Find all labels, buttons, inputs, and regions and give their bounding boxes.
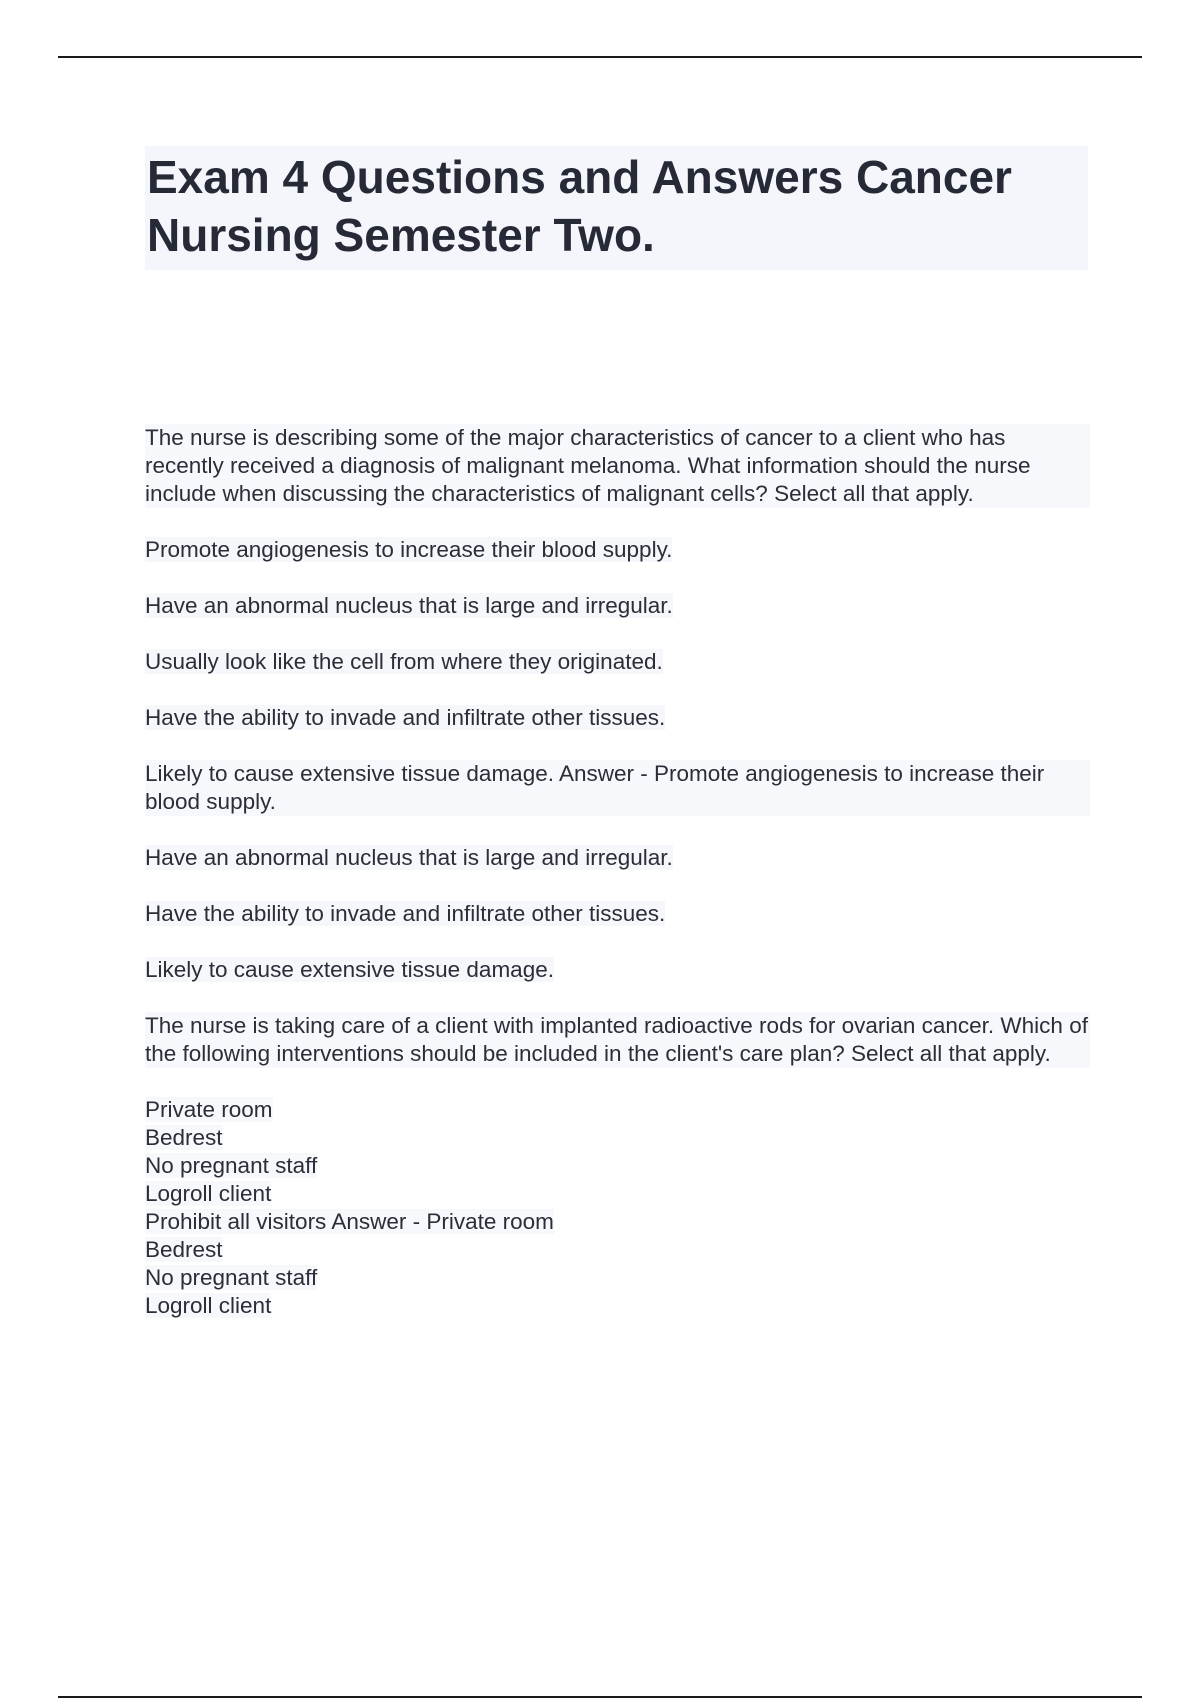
question-1-option-1 <box>145 536 1090 564</box>
top-rule <box>58 56 1142 58</box>
list-item <box>145 1264 1090 1292</box>
list-item-text: No pregnant staff <box>145 1265 318 1290</box>
question-1-answer-2 <box>145 844 1090 872</box>
document-title: Exam 4 Questions and Answers Cancer Nursing Semester Two. <box>147 151 1012 261</box>
list-item-text: Prohibit all visitors Answer - Private room <box>145 1209 554 1234</box>
question-1-option-4 <box>145 704 1090 732</box>
option-text: Promote angiogenesis to increase their blood supply. <box>145 537 673 562</box>
option-text: Have the ability to invade and infiltrate other tissues. <box>145 705 666 730</box>
answer-text: Likely to cause extensive tissue damage. <box>145 957 554 982</box>
list-item-text: Logroll client <box>145 1293 272 1318</box>
option-text: Have an abnormal nucleus that is large and irregular. <box>145 593 673 618</box>
list-item-text: Bedrest <box>145 1237 223 1262</box>
list-item-text: Private room <box>145 1097 273 1122</box>
question-1-answer-3 <box>145 900 1090 928</box>
list-item-text: Bedrest <box>145 1125 223 1150</box>
question-1-option-5-answer: Likely to cause extensive tissue damage. Answer - Promote angiogenesis to increase their blood supply. <box>145 760 1090 816</box>
question-1-text: The nurse is describing some of the major characteristics of cancer to a client who has recently received a diagnosis of malignant melanoma. What information should the nurse include when discussing the characteristics of malignant cells? Select all that apply. <box>145 424 1090 508</box>
list-item <box>145 1152 1090 1180</box>
option-text: Usually look like the cell from where they originated. <box>145 649 663 674</box>
answer-text: Have the ability to invade and infiltrate other tissues. <box>145 901 666 926</box>
list-item <box>145 1208 1090 1236</box>
answer-text: Have an abnormal nucleus that is large and irregular. <box>145 845 673 870</box>
list-item <box>145 1180 1090 1208</box>
list-item-text: No pregnant staff <box>145 1153 318 1178</box>
list-item <box>145 1292 1090 1320</box>
title-block <box>145 146 1088 270</box>
bottom-rule <box>58 1696 1142 1698</box>
list-item-text: Logroll client <box>145 1181 272 1206</box>
list-item <box>145 1096 1090 1124</box>
question-1-answer-4 <box>145 956 1090 984</box>
question-1-option-2 <box>145 592 1090 620</box>
list-item <box>145 1124 1090 1152</box>
document-body <box>145 424 1090 1320</box>
question-1-option-3 <box>145 648 1090 676</box>
question-2-options-and-answers <box>145 1096 1090 1320</box>
question-2-text: The nurse is taking care of a client with implanted radioactive rods for ovarian cancer. Which of the following interventions should be included in the client's care plan? Select all that apply. <box>145 1012 1090 1068</box>
list-item <box>145 1236 1090 1264</box>
